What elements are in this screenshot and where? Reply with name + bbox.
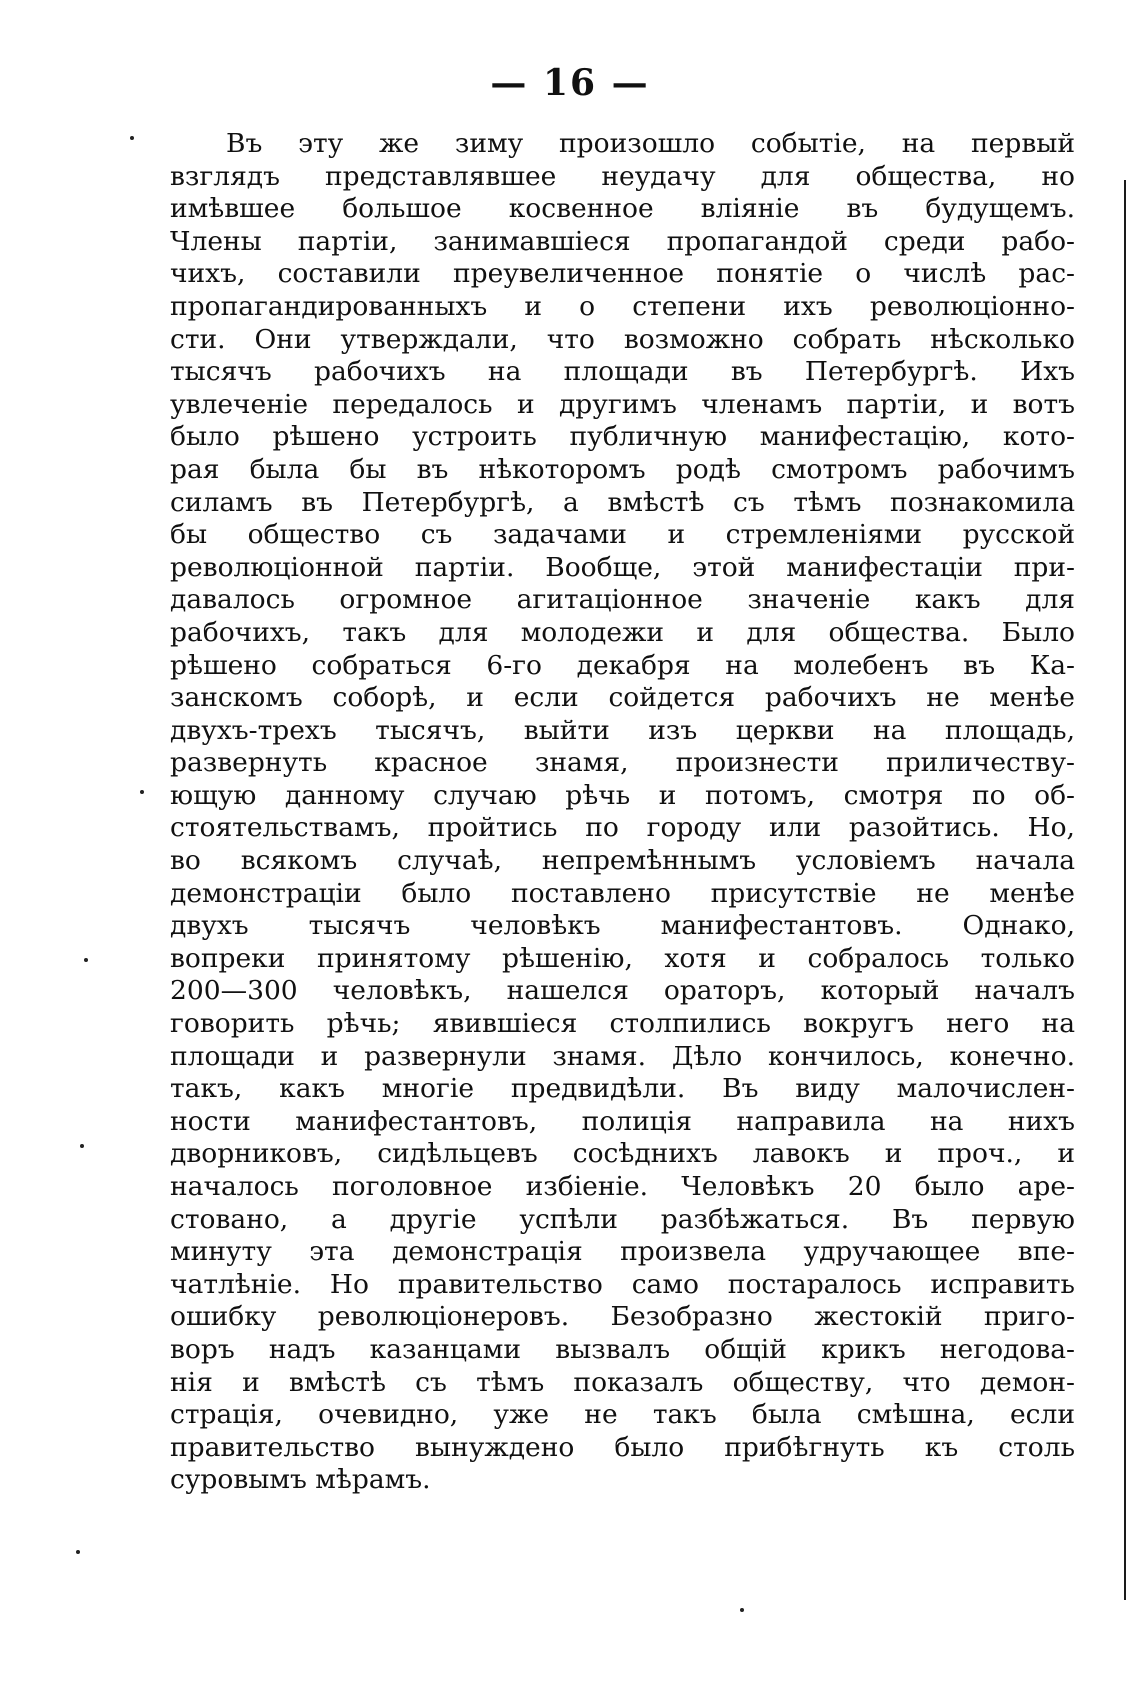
page-edge-rule (1124, 180, 1126, 1600)
text-line: демонстраціи было поставлено присутствіе не менѣе (170, 877, 1075, 909)
text-line: правительство вынуждено было прибѣгнуть къ столь (170, 1431, 1075, 1463)
body-paragraph (170, 128, 1075, 1497)
text-line: было рѣшено устроить публичную манифестацію, кото- (170, 421, 1075, 453)
text-line: имѣвшее большое косвенное вліяніе въ будущемъ. (170, 193, 1075, 225)
text-line: ности манифестантовъ, полиція направила на нихъ (170, 1105, 1075, 1137)
text-line: рабочихъ, такъ для молодежи и для общества. Было (170, 616, 1075, 648)
text-line: сти. Они утверждали, что возможно собрать нѣсколько (170, 323, 1075, 355)
text-line: пропагандированныхъ и о степени ихъ революціонно- (170, 290, 1075, 322)
text-line: такъ, какъ многіе предвидѣли. Въ виду малочислен- (170, 1073, 1075, 1105)
text-line: взглядъ представлявшее неудачу для общества, но (170, 160, 1075, 192)
text-line: бы общество съ задачами и стремленіями русской (170, 519, 1075, 551)
text-line: страція, очевидно, уже не такъ была смѣшна, если (170, 1399, 1075, 1431)
scan-speck (130, 136, 134, 140)
scan-speck (76, 1550, 80, 1554)
text-line: ошибку революціонеровъ. Безобразно жестокій приго- (170, 1301, 1075, 1333)
text-line: суровымъ мѣрамъ. (170, 1464, 431, 1496)
text-line: двухъ-трехъ тысячъ, выйти изъ церкви на площадь, (170, 714, 1075, 746)
scan-speck (140, 790, 144, 794)
text-line: Члены партіи, занимавшіеся пропагандой среди рабо- (170, 225, 1075, 257)
text-line: силамъ въ Петербургѣ, а вмѣстѣ съ тѣмъ познакомила (170, 486, 1075, 518)
text-line: воръ надъ казанцами вызвалъ общій крикъ негодова- (170, 1333, 1075, 1365)
text-line: увлеченіе передалось и другимъ членамъ партіи, и вотъ (170, 388, 1075, 420)
text-line: двухъ тысячъ человѣкъ манифестантовъ. Однако, (170, 910, 1075, 942)
text-line: началось поголовное избіеніе. Человѣкъ 20 было аре- (170, 1171, 1075, 1202)
text-line: ющую данному случаю рѣчь и потомъ, смотря по об- (170, 779, 1075, 811)
text-line: минуту эта демонстрація произвела удручающее впе- (170, 1236, 1075, 1268)
text-line: во всякомъ случаѣ, непремѣннымъ условіемъ начала (170, 845, 1075, 877)
text-line: Въ эту же зиму произошло событіе, на первый (226, 128, 1075, 159)
text-line: развернуть красное знамя, произнести приличеству- (170, 747, 1075, 779)
text-line: рѣшено собраться 6-го декабря на молебенъ въ Ка- (170, 649, 1075, 681)
text-line: нія и вмѣстѣ съ тѣмъ показалъ обществу, что демон- (170, 1366, 1075, 1398)
text-line: чатлѣніе. Но правительство само постаралось исправить (170, 1268, 1075, 1300)
text-line: чихъ, составили преувеличенное понятіе о числѣ рас- (170, 258, 1075, 290)
text-line: давалось огромное агитаціонное значеніе какъ для (170, 584, 1075, 616)
text-line: занскомъ соборѣ, и если сойдется рабочихъ не менѣе (170, 682, 1075, 714)
scan-speck (740, 1608, 744, 1612)
text-line: говорить рѣчь; явившіеся столпились вокругъ него на (170, 1008, 1075, 1040)
text-line: стовано, а другіе успѣли разбѣжаться. Въ первую (170, 1203, 1075, 1235)
text-line: рая была бы въ нѣкоторомъ родѣ смотромъ рабочимъ (170, 453, 1075, 485)
text-line: стоятельствамъ, пройтись по городу или разойтись. Но, (170, 812, 1075, 844)
text-line: тысячъ рабочихъ на площади въ Петербургѣ. Ихъ (170, 356, 1075, 388)
text-line: площади и развернули знамя. Дѣло кончилось, конечно. (170, 1040, 1075, 1072)
scan-speck (84, 958, 88, 962)
text-line: дворниковъ, сидѣльцевъ сосѣднихъ лавокъ и проч., и (170, 1138, 1075, 1170)
scan-speck (80, 1144, 84, 1148)
text-line: вопреки принятому рѣшенію, хотя и собралось только (170, 942, 1075, 974)
page-number-header: — 16 — (490, 62, 650, 104)
text-line: 200—300 человѣкъ, нашелся ораторъ, который началъ (170, 975, 1075, 1007)
text-line: революціонной партіи. Вообще, этой манифестаціи при- (170, 551, 1075, 583)
